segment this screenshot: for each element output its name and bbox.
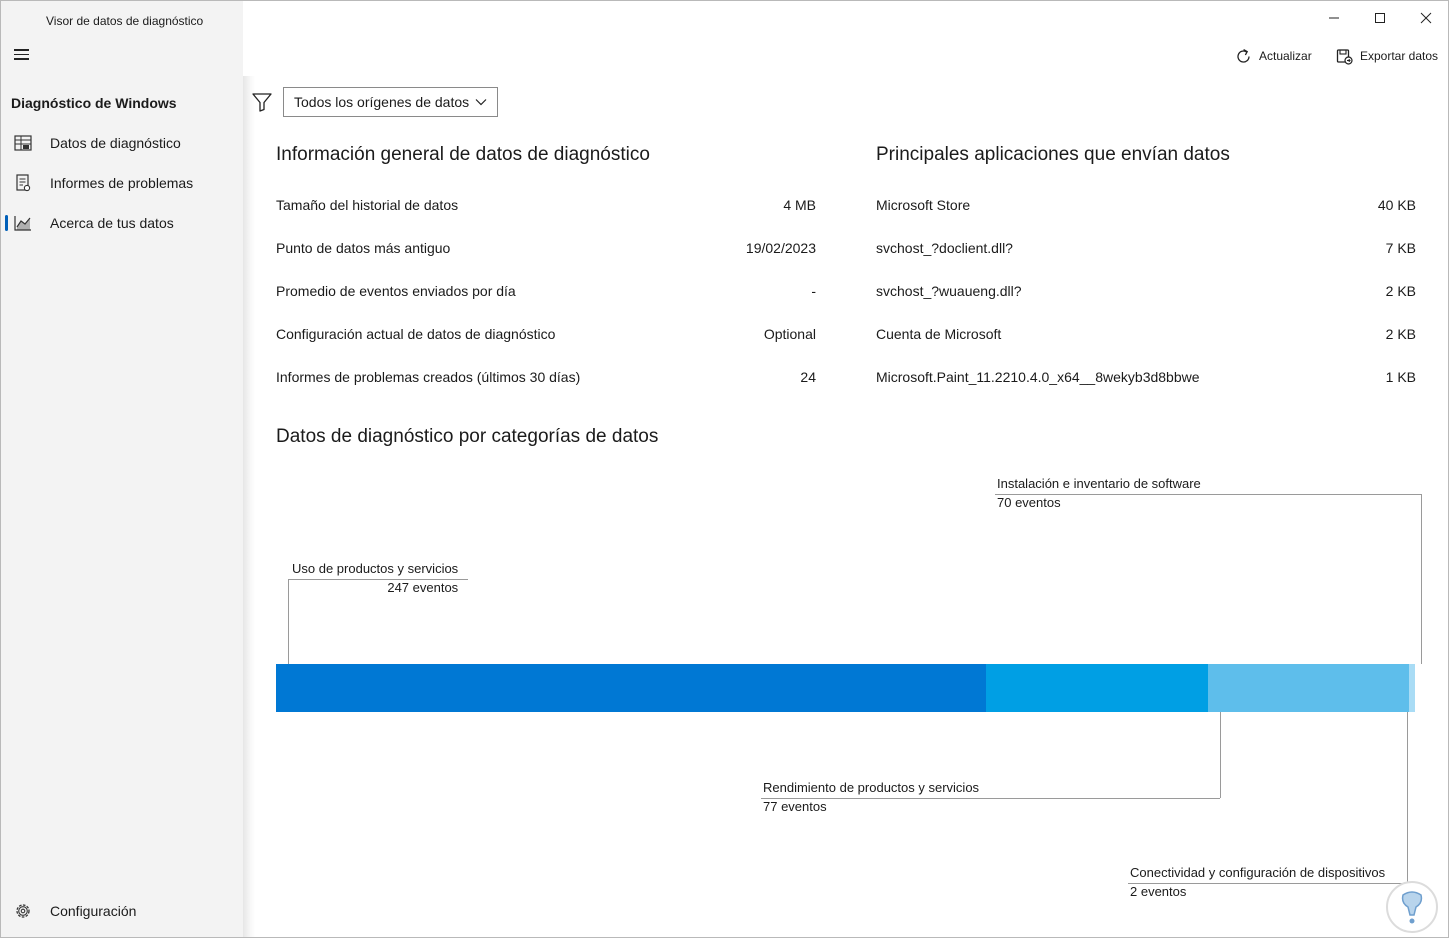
close-icon (1420, 12, 1432, 24)
sidebar-item-diagnostic-data[interactable] (5, 125, 239, 161)
minimize-icon (1328, 12, 1340, 24)
overview-row (276, 283, 816, 303)
category-label (763, 780, 979, 814)
app-size: 2 KB (1385, 283, 1416, 299)
chart-icon (13, 213, 33, 233)
app-name: svchost_?doclient.dll? (876, 240, 1013, 256)
refresh-button[interactable] (1235, 45, 1312, 67)
sidebar-item-label: Datos de diagnóstico (50, 135, 181, 151)
sidebar (1, 1, 243, 938)
app-name: Microsoft.Paint_11.2210.4.0_x64__8wekyb3d8bbwe (876, 369, 1200, 385)
overview-row (276, 369, 816, 389)
overview-row-label: Punto de datos más antiguo (276, 240, 451, 256)
bar-segment[interactable] (276, 664, 986, 712)
app-name: svchost_?wuaueng.dll? (876, 283, 1022, 299)
category-name: Uso de productos y servicios (292, 561, 459, 576)
overview-row-label: Tamaño del historial de datos (276, 197, 459, 213)
app-row (876, 283, 1416, 303)
bar-segment[interactable] (1208, 664, 1409, 712)
category-name: Rendimiento de productos y servicios (763, 780, 980, 795)
report-icon (13, 173, 33, 193)
leader-line (1220, 712, 1221, 798)
overview-row-label: Promedio de eventos enviados por día (276, 283, 516, 299)
sidebar-divider (243, 76, 255, 938)
category-name: Conectividad y configuración de dispositivos (1130, 865, 1386, 880)
leader-line (1128, 883, 1407, 884)
minimize-button[interactable] (1311, 1, 1357, 35)
app-row (876, 326, 1416, 346)
overview-row-label: Informes de problemas creados (últimos 30 días) (276, 369, 581, 385)
overview-row (276, 240, 816, 260)
leader-line (761, 798, 1220, 799)
category-value: 70 eventos (997, 495, 1061, 510)
export-icon (1336, 48, 1353, 65)
app-size: 1 KB (1385, 369, 1416, 385)
category-label (292, 561, 458, 595)
sidebar-item-problem-reports[interactable] (5, 165, 239, 201)
app-title: Visor de datos de diagnóstico (46, 14, 204, 28)
maximize-icon (1374, 12, 1386, 24)
sidebar-item-settings[interactable] (5, 893, 239, 929)
overview-row-label: Configuración actual de datos de diagnóstico (276, 326, 556, 342)
close-button[interactable] (1403, 1, 1449, 35)
categories-heading: Datos de diagnóstico por categorías de datos (276, 426, 659, 447)
hamburger-menu-button[interactable] (11, 45, 33, 63)
leader-line (288, 579, 468, 580)
app-size: 40 KB (1377, 197, 1416, 213)
app-name: Microsoft Store (876, 197, 971, 213)
overview-heading: Información general de datos de diagnóstico (276, 144, 650, 165)
app-size: 2 KB (1385, 326, 1416, 342)
export-data-button[interactable] (1336, 45, 1438, 67)
export-label: Exportar datos (1360, 49, 1439, 63)
leader-line (288, 579, 289, 664)
refresh-icon (1235, 48, 1252, 65)
dropdown-selected-value: Todos los orígenes de datos (294, 94, 470, 110)
sidebar-item-label: Informes de problemas (50, 175, 194, 191)
overview-row-value: Optional (763, 326, 816, 342)
app-row (876, 240, 1416, 260)
watermark-logo (1383, 879, 1441, 935)
overview-row (276, 197, 816, 217)
sidebar-item-label: Acerca de tus datos (50, 215, 174, 231)
category-value: 247 eventos (387, 580, 459, 595)
refresh-label: Actualizar (1259, 49, 1312, 63)
app-row (876, 197, 1416, 217)
category-label (997, 476, 1201, 510)
overview-row (276, 326, 816, 346)
overview-row-value: 4 MB (783, 197, 816, 213)
sidebar-section-title: Diagnóstico de Windows (11, 95, 177, 111)
overview-row-value: - (811, 283, 816, 299)
chevron-down-icon (475, 97, 487, 107)
leader-line (1421, 494, 1422, 664)
category-label (1130, 865, 1385, 899)
leader-line (1407, 712, 1408, 883)
overview-row-value: 24 (800, 369, 816, 385)
bar-segment[interactable] (1409, 664, 1415, 712)
overview-row-value: 19/02/2023 (745, 240, 816, 256)
leader-line (995, 494, 1421, 495)
bar-segment[interactable] (986, 664, 1207, 712)
filter-icon[interactable] (251, 91, 273, 113)
category-name: Instalación e inventario de software (997, 476, 1201, 491)
maximize-button[interactable] (1357, 1, 1403, 35)
data-grid-icon (13, 133, 33, 153)
category-value: 77 eventos (763, 799, 827, 814)
active-indicator (5, 215, 8, 231)
sidebar-item-about-your-data[interactable] (5, 205, 239, 241)
data-source-dropdown[interactable] (283, 87, 498, 117)
sidebar-item-label: Configuración (50, 903, 137, 919)
app-size: 7 KB (1385, 240, 1416, 256)
app-name: Cuenta de Microsoft (876, 326, 1002, 342)
app-row (876, 369, 1416, 389)
top-apps-heading: Principales aplicaciones que envían datos (876, 144, 1230, 165)
gear-icon (13, 901, 33, 921)
category-value: 2 eventos (1130, 884, 1187, 899)
